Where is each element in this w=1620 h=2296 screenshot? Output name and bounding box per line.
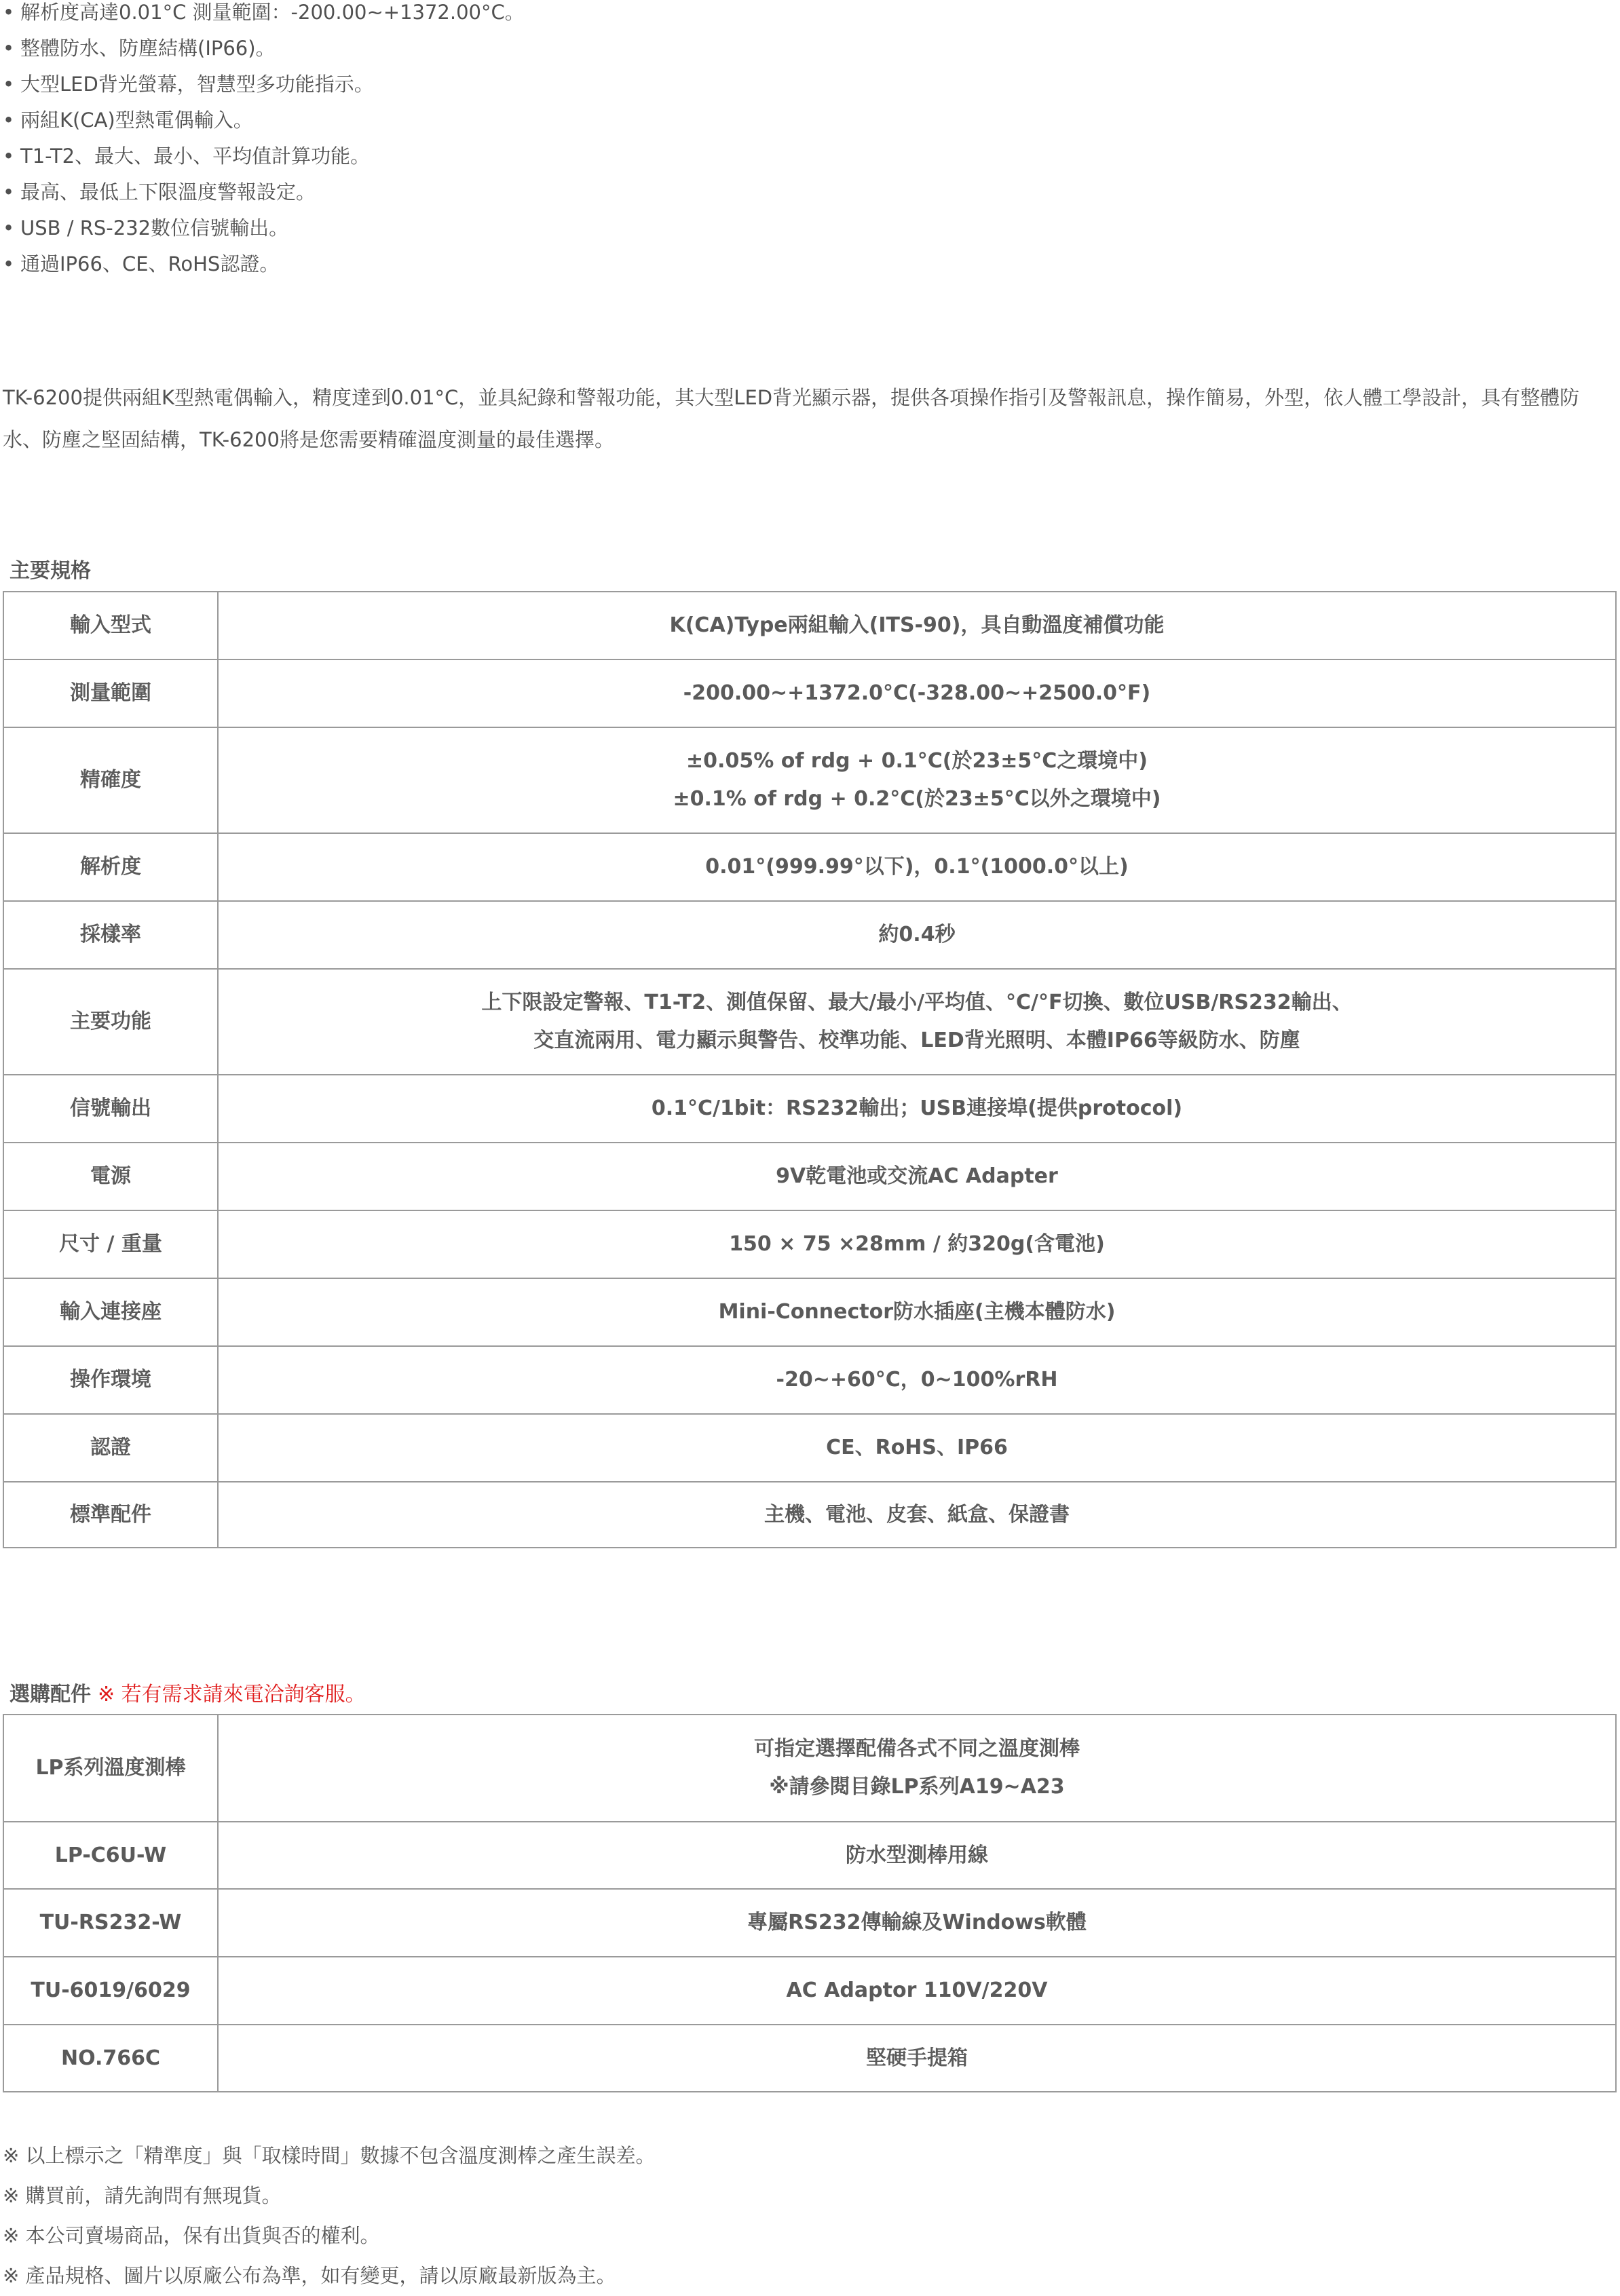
accessory-row — [3, 1957, 1616, 2025]
feature-text: 最高、最低上下限溫度警報設定。 — [20, 180, 316, 204]
spec-row-value — [218, 1346, 1616, 1414]
spec-row-value — [218, 833, 1616, 901]
accessories-title-text: 選購配件 — [10, 1683, 91, 1706]
accessory-row-key: NO.766C — [3, 2025, 218, 2092]
feature-text: 兩組K(CA)型熱電偶輸入。 — [20, 109, 253, 132]
spec-row — [3, 969, 1616, 1075]
feature-item: • USB / RS-232數位信號輸出。 — [3, 216, 289, 240]
accessory-row-value-line: 可指定選擇配備各式不同之溫度測棒 — [754, 1737, 1080, 1761]
accessories-table — [3, 1714, 1617, 2092]
spec-row-value-line: ±0.1% of rdg + 0.2°C(於23±5°C以外之環境中) — [673, 787, 1161, 811]
spec-row — [3, 1075, 1616, 1143]
accessory-row-value — [218, 1889, 1616, 1957]
spec-row — [3, 1278, 1616, 1346]
spec-row-key: 輸入型式 — [3, 592, 218, 659]
accessory-row-value — [218, 2025, 1616, 2092]
accessory-row-key: LP系列溫度測棒 — [3, 1715, 218, 1822]
accessory-row-key: TU-RS232-W — [3, 1889, 218, 1957]
accessory-row-value-line: ※請參閱目錄LP系列A19~A23 — [769, 1775, 1065, 1799]
spec-row-key: 輸入連接座 — [3, 1278, 218, 1346]
accessory-row-key: LP-C6U-W — [3, 1822, 218, 1889]
spec-table — [3, 591, 1617, 1548]
spec-title-text: 主要規格 — [10, 559, 91, 583]
accessory-row — [3, 1822, 1616, 1889]
spec-row — [3, 659, 1616, 727]
accessory-row-key: TU-6019/6029 — [3, 1957, 218, 2025]
accessory-row — [3, 1889, 1616, 1957]
spec-row — [3, 727, 1616, 833]
spec-row-value — [218, 1482, 1616, 1548]
spec-row-key: 認證 — [3, 1414, 218, 1482]
spec-row-value — [218, 1414, 1616, 1482]
spec-row-key: 精確度 — [3, 727, 218, 833]
spec-row-key: 信號輸出 — [3, 1075, 218, 1143]
feature-item: • 通過IP66、CE、RoHS認證。 — [3, 252, 280, 275]
spec-row-key: 操作環境 — [3, 1346, 218, 1414]
accessory-row — [3, 2025, 1616, 2092]
spec-row-value — [218, 727, 1616, 833]
feature-text: USB / RS-232數位信號輸出。 — [20, 216, 289, 240]
spec-row-value — [218, 1278, 1616, 1346]
spec-row-value-line: 主機、電池、皮套、紙盒、保證書 — [764, 1502, 1070, 1527]
spec-row — [3, 1346, 1616, 1414]
feature-item: • 整體防水、防塵結構(IP66)。 — [3, 37, 276, 60]
spec-row — [3, 592, 1616, 659]
feature-text: T1-T2、最大、最小、平均值計算功能。 — [20, 145, 371, 168]
spec-row-value-line: -200.00~+1372.0°C(-328.00~+2500.0°F) — [683, 681, 1151, 705]
accessory-row-value — [218, 1822, 1616, 1889]
spec-row-key: 採樣率 — [3, 901, 218, 969]
spec-row-value-line: 150 × 75 ×28mm / 約320g(含電池) — [729, 1232, 1105, 1256]
spec-row-value — [218, 1075, 1616, 1143]
footnote: ※ 產品規格、圖片以原廠公布為準，如有變更，請以原廠最新版為主。 — [3, 2264, 616, 2287]
spec-row-value-line: 0.1°C/1bit：RS232輸出；USB連接埠(提供protocol) — [651, 1096, 1183, 1120]
spec-section-title — [10, 554, 91, 583]
spec-row-value — [218, 659, 1616, 727]
spec-row-value-line: 交直流兩用、電力顯示與警告、校準功能、LED背光照明、本體IP66等級防水、防塵 — [533, 1029, 1300, 1052]
spec-row-value-line: 9V乾電池或交流AC Adapter — [776, 1164, 1058, 1188]
spec-row-value — [218, 901, 1616, 969]
feature-item: • 最高、最低上下限溫度警報設定。 — [3, 180, 316, 204]
spec-row-value-line: K(CA)Type兩組輸入(ITS-90)，具自動溫度補償功能 — [669, 613, 1165, 637]
spec-row — [3, 1482, 1616, 1548]
spec-row-value-line: 上下限設定警報、T1-T2、測值保留、最大/最小/平均值、°C/°F切換、數位USB/RS232輸出、 — [481, 991, 1353, 1014]
feature-text: 整體防水、防塵結構(IP66)。 — [20, 37, 276, 60]
spec-row — [3, 901, 1616, 969]
accessory-row-value-line: 堅硬手提箱 — [866, 2046, 968, 2070]
accessory-row-value-line: 防水型測棒用線 — [846, 1843, 988, 1867]
spec-row-value — [218, 1210, 1616, 1278]
spec-row — [3, 833, 1616, 901]
footnote-list — [3, 2136, 656, 2296]
spec-row-value — [218, 969, 1616, 1075]
feature-item: • 大型LED背光螢幕，智慧型多功能指示。 — [3, 73, 374, 96]
accessories-note: ※ 若有需求請來電洽詢客服。 — [98, 1683, 366, 1706]
feature-item: • 解析度高達0.01°C 測量範圍：-200.00~+1372.00°C。 — [3, 1, 525, 24]
spec-row-key: 電源 — [3, 1143, 218, 1210]
spec-row-value-line: -20~+60°C，0~100%rRH — [776, 1368, 1058, 1392]
accessory-row-value-line: AC Adaptor 110V/220V — [786, 1978, 1048, 2002]
spec-row-key: 測量範圍 — [3, 659, 218, 727]
spec-row-key: 尺寸 / 重量 — [3, 1210, 218, 1278]
feature-text: 大型LED背光螢幕，智慧型多功能指示。 — [20, 73, 374, 96]
spec-row — [3, 1210, 1616, 1278]
spec-row-key: 標準配件 — [3, 1482, 218, 1548]
feature-text: 解析度高達0.01°C 測量範圍：-200.00~+1372.00°C。 — [20, 1, 525, 24]
feature-item: • 兩組K(CA)型熱電偶輸入。 — [3, 109, 253, 132]
accessory-row-value — [218, 1715, 1616, 1822]
spec-row-key: 主要功能 — [3, 969, 218, 1075]
footnote: ※ 以上標示之「精準度」與「取樣時間」數據不包含溫度測棒之產生誤差。 — [3, 2144, 656, 2167]
feature-item: • T1-T2、最大、最小、平均值計算功能。 — [3, 145, 371, 168]
spec-row-value-line: Mini-Connector防水插座(主機本體防水) — [718, 1300, 1116, 1324]
accessory-row-value-line: 專屬RS232傳輸線及Windows軟體 — [747, 1911, 1087, 1934]
spec-row-key: 解析度 — [3, 833, 218, 901]
spec-row-value-line: 約0.4秒 — [878, 923, 956, 946]
feature-text: 通過IP66、CE、RoHS認證。 — [20, 252, 280, 275]
spec-row — [3, 1143, 1616, 1210]
spec-row-value-line: 0.01°(999.99°以下)，0.1°(1000.0°以上) — [705, 855, 1129, 879]
spec-row — [3, 1414, 1616, 1482]
spec-row-value-line: ±0.05% of rdg + 0.1°C(於23±5°C之環境中) — [686, 749, 1148, 773]
footnote: ※ 購買前，請先詢問有無現貨。 — [3, 2184, 282, 2207]
accessory-row — [3, 1715, 1616, 1822]
accessories-section-title — [10, 1677, 366, 1707]
spec-row-value — [218, 1143, 1616, 1210]
footnote: ※ 本公司賣場商品，保有出貨與否的權利。 — [3, 2224, 380, 2247]
spec-row-value — [218, 592, 1616, 659]
spec-row-value-line: CE、RoHS、IP66 — [826, 1436, 1008, 1459]
accessory-row-value — [218, 1957, 1616, 2025]
intro-paragraph: TK-6200提供兩組K型熱電偶輸入，精度達到0.01°C，並具紀錄和警報功能，其大型LED背光顯示器，提供各項操作指引及警報訊息，操作簡易，外型，依人體工學設計，具有整體防水、防塵之堅固結構，TK-6200將是您需要精確溫度測量的最佳選擇。 — [3, 386, 1580, 451]
